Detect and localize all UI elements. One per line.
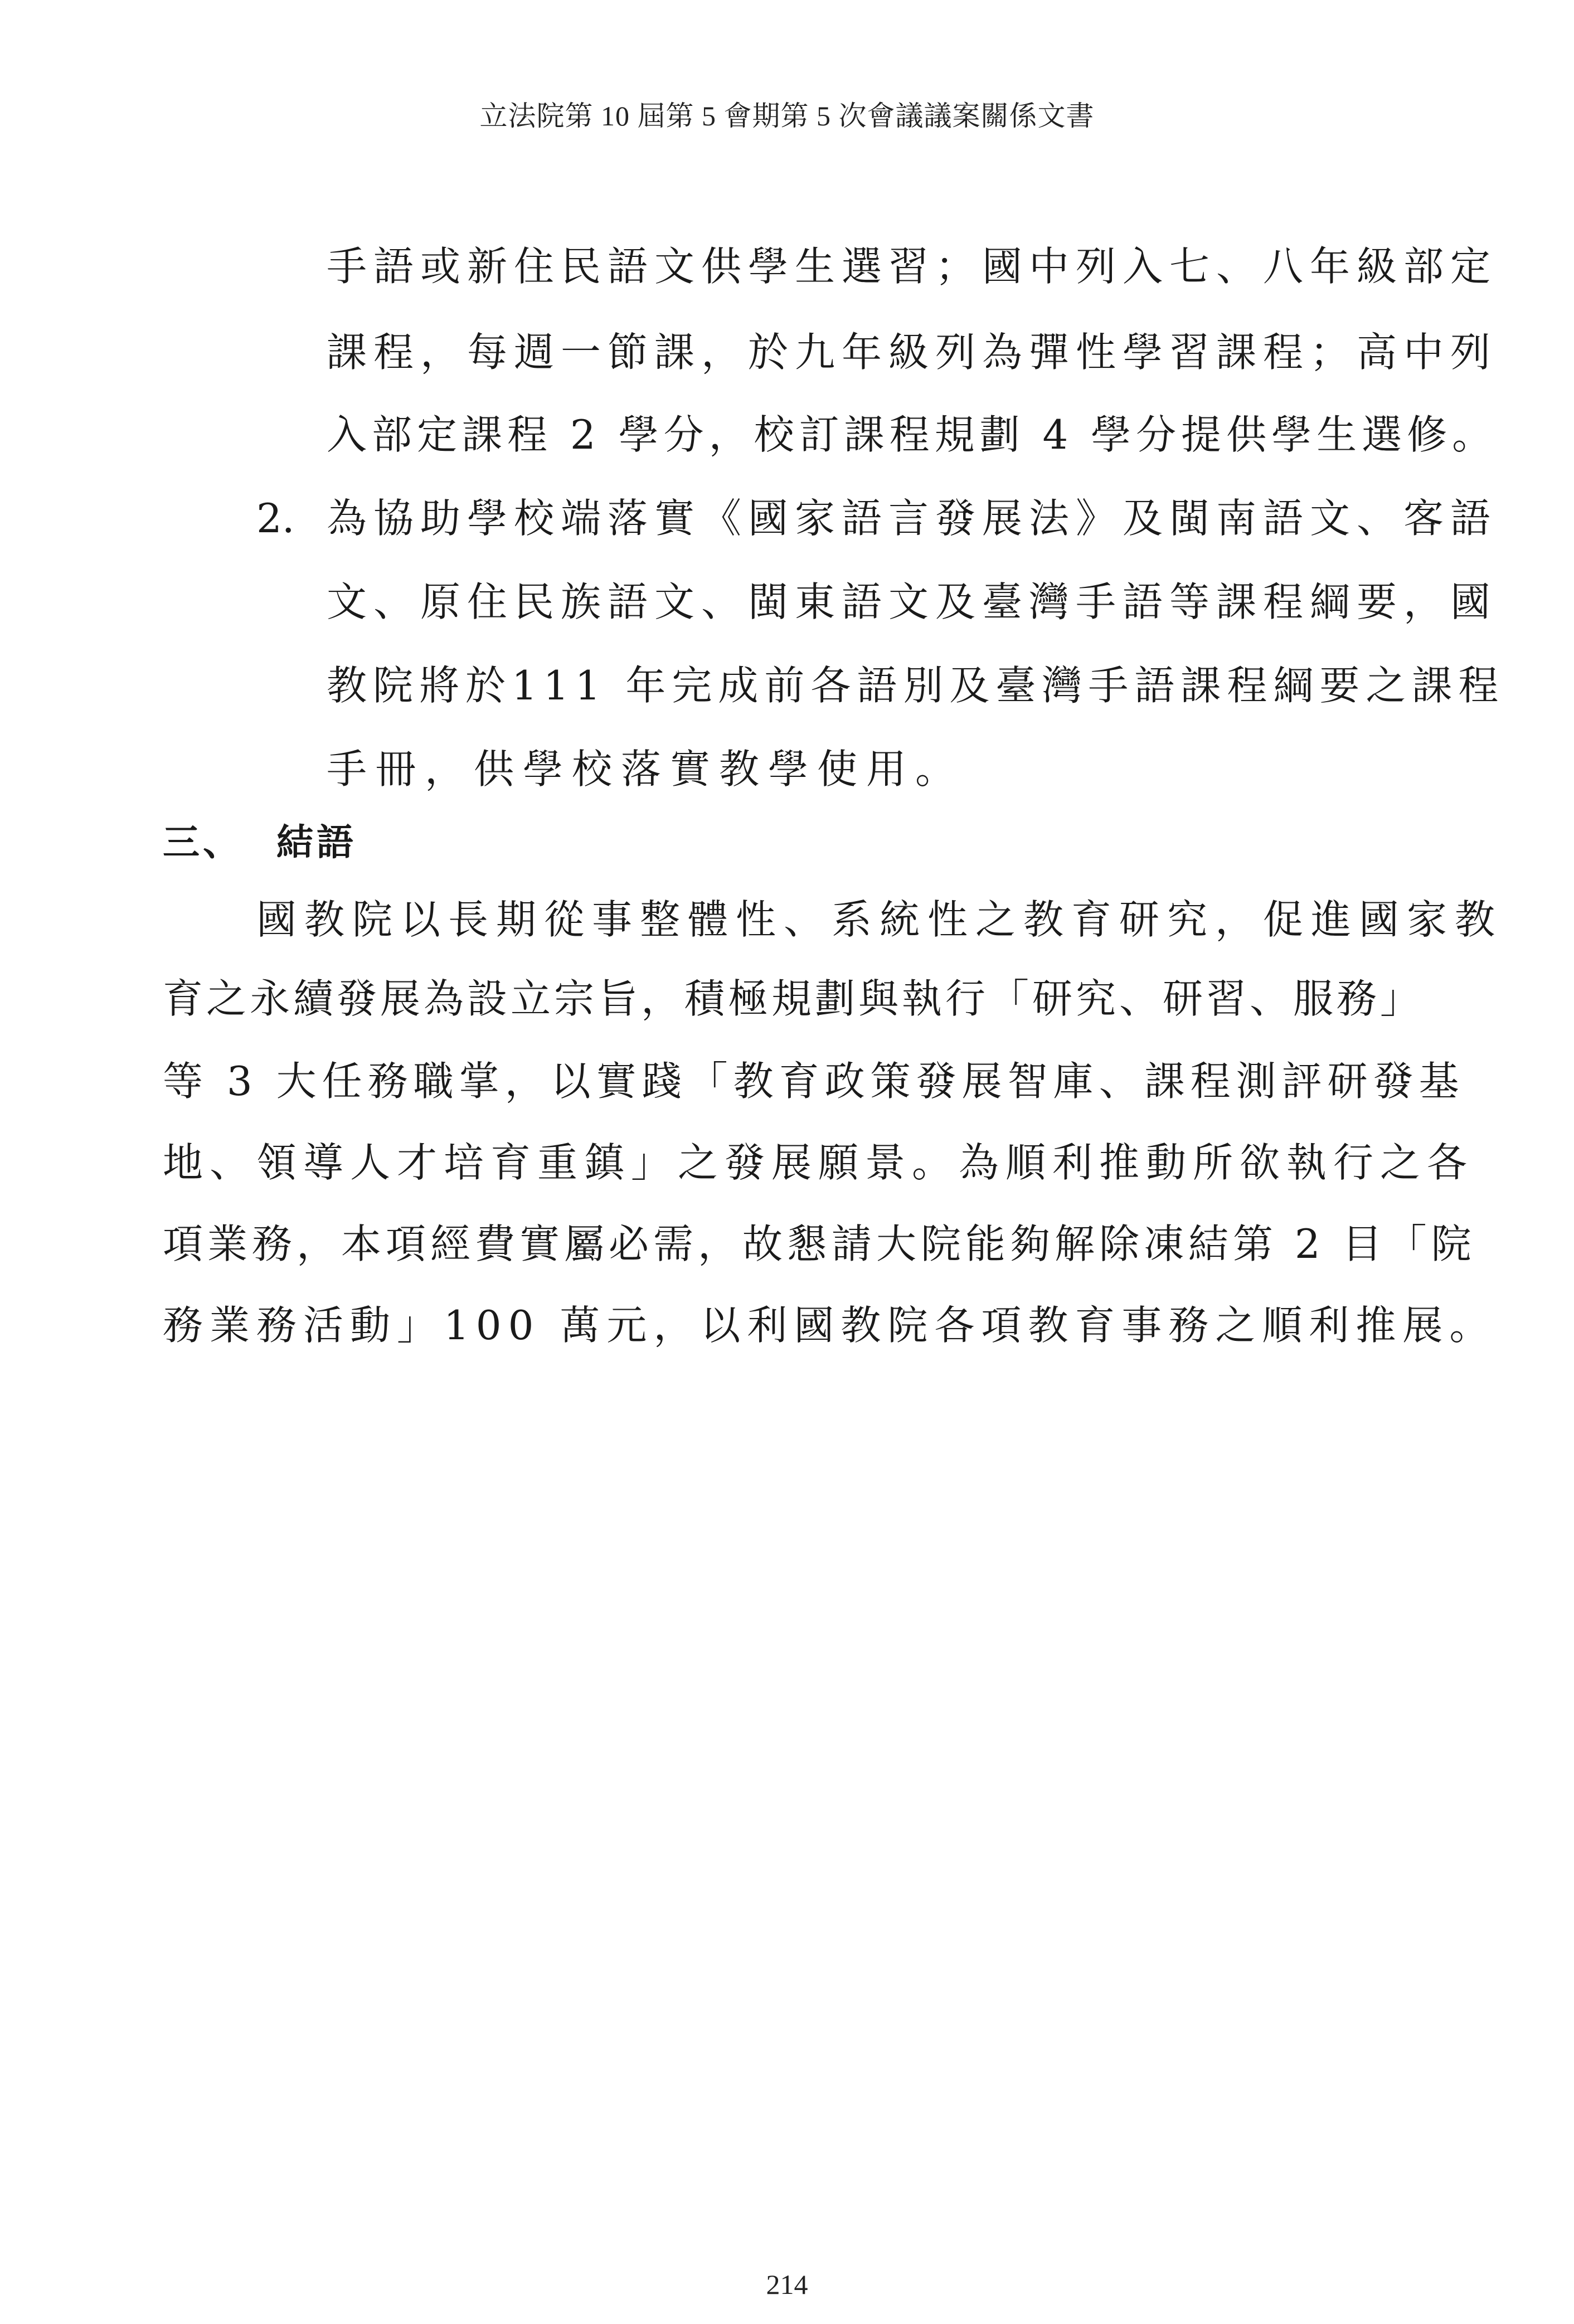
section-number: 三、 <box>163 821 243 864</box>
page-number: 214 <box>766 2269 808 2300</box>
item1-line-1: 手語或新住民語文供學生選習；國中列入七、八年級部定 <box>327 243 1498 290</box>
item1-line-3: 入部定課程 2 學分，校訂課程規劃 4 學分提供學生選修。 <box>327 411 1498 458</box>
conclusion-line-3: 等 3 大任務職掌，以實踐「教育政策發展智庫、課程測評研發基 <box>163 1058 1465 1105</box>
conclusion-line-1: 國教院以長期從事整體性、系統性之教育研究，促進國家教 <box>256 896 1503 943</box>
conclusion-line-4: 地、領導人才培育重鎮」之發展願景。為順利推動所欲執行之各 <box>163 1139 1474 1186</box>
section-title: 結語 <box>276 821 357 864</box>
item2-first-line <box>256 490 1497 546</box>
conclusion-line-5: 項業務，本項經費實屬必需，故懇請大院能夠解除凍結第 2 目「院 <box>163 1221 1476 1267</box>
item1-line-2: 課程，每週一節課，於九年級列為彈性學習課程；高中列 <box>327 329 1498 376</box>
conclusion-line-2: 育之永續發展為設立宗旨，積極規劃與執行「研究、研習、服務」 <box>163 975 1424 1022</box>
conclusion-line-6: 務業務活動」100 萬元，以利國教院各項教育事務之順利推展。 <box>163 1302 1497 1349</box>
item2-line-1: 為協助學校端落實《國家語言發展法》及閩南語文、客語 <box>327 495 1498 542</box>
item2-line-4: 手冊，供學校落實教學使用。 <box>327 746 965 793</box>
item2-number: 2. <box>256 495 295 542</box>
document-header: 立法院第 10 屆第 5 會期第 5 次會議議案關係文書 <box>479 100 1095 132</box>
section-heading <box>163 815 357 871</box>
item2-line-2: 文、原住民族語文、閩東語文及臺灣手語等課程綱要，國 <box>327 578 1498 625</box>
item2-line-3: 教院將於111 年完成前各語別及臺灣手語課程綱要之課程 <box>327 662 1505 709</box>
